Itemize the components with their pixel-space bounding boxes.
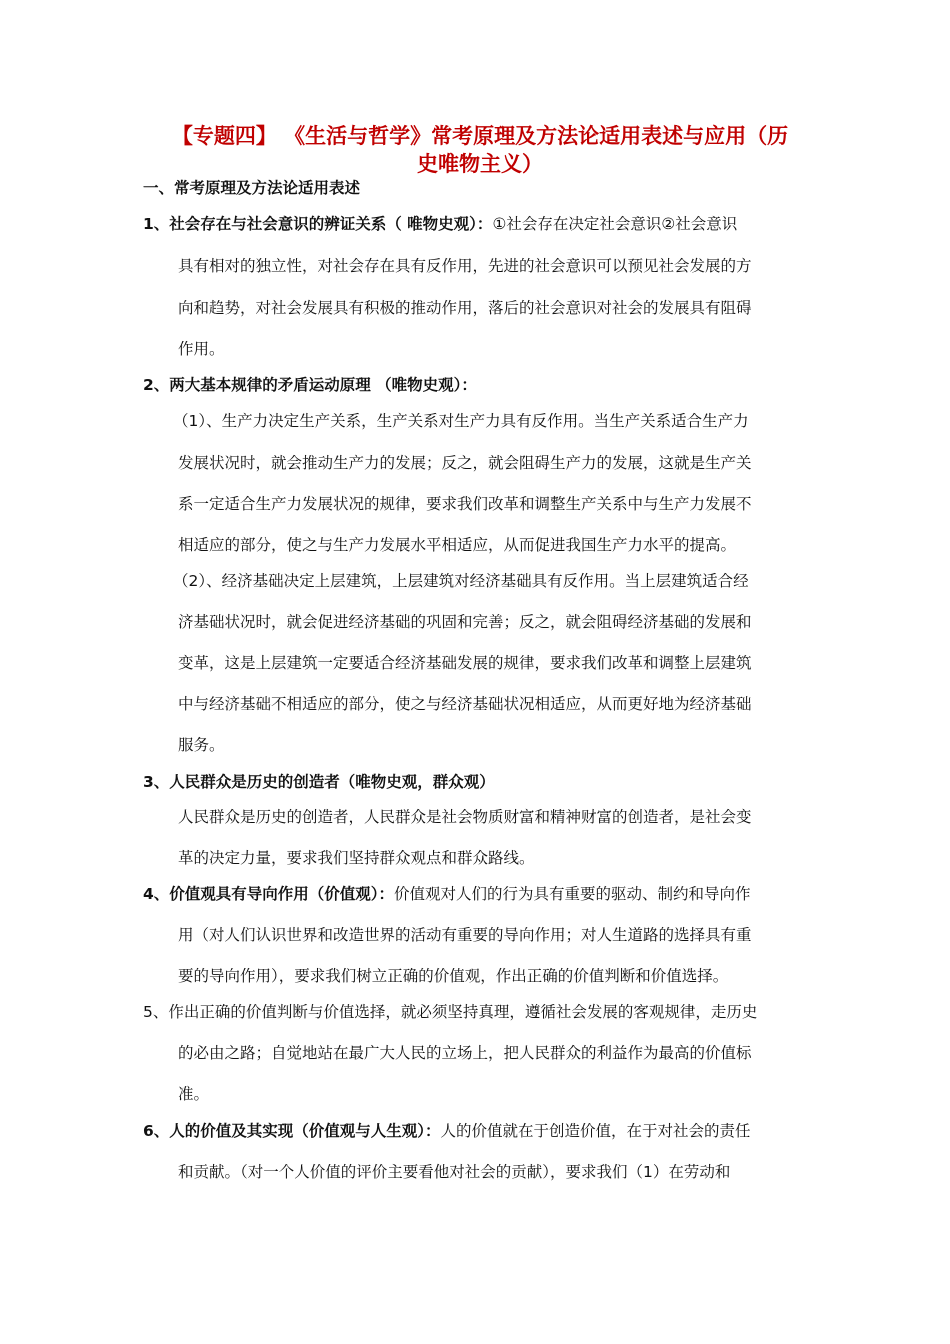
item-5-line-3: 准。 — [178, 1085, 210, 1103]
item-6-heading: 6、人的价值及其实现（价值观与人生观）： — [143, 1122, 441, 1140]
item-2-para-1-line-2: 发展状况时，就会推动生产力的发展；反之，就会阻碍生产力的发展，这就是生产关 — [178, 454, 752, 472]
item-2-heading: 2、两大基本规律的矛盾运动原理 （唯物史观）： — [143, 376, 477, 394]
title-line-2: 史唯物主义） — [417, 152, 543, 176]
item-1-text: ①社会存在决定社会意识②社会意识 — [492, 215, 738, 233]
item-2-para-1-line-1: （1）、生产力决定生产关系，生产关系对生产力具有反作用。当生产关系适合生产力 — [173, 412, 749, 430]
document-title — [140, 122, 820, 178]
item-5-line-1: 5、作出正确的价值判断与价值选择，就必须坚持真理，遵循社会发展的客观规律，走历史 — [143, 1003, 758, 1021]
item-1-line-1 — [143, 212, 737, 234]
item-2-para-1-line-3: 系一定适合生产力发展状况的规律，要求我们改革和调整生产关系中与生产力发展不 — [178, 495, 752, 513]
item-4-line-2: 用（对人们认识世界和改造世界的活动有重要的导向作用；对人生道路的选择具有重 — [178, 926, 752, 944]
item-3-line-2: 革的决定力量，要求我们坚持群众观点和群众路线。 — [178, 849, 535, 867]
item-3-heading: 3、人民群众是历史的创造者（唯物史观，群众观） — [143, 773, 495, 791]
item-2-para-2-line-5: 服务。 — [178, 736, 225, 754]
item-1-heading: 1、社会存在与社会意识的辨证关系（ 唯物史观）： — [143, 215, 493, 233]
item-3-line-1: 人民群众是历史的创造者，人民群众是社会物质财富和精神财富的创造者，是社会变 — [178, 808, 752, 826]
item-6-line-1 — [143, 1119, 751, 1141]
item-2-para-2-line-1: （2）、经济基础决定上层建筑，上层建筑对经济基础具有反作用。当上层建筑适合经 — [173, 572, 749, 590]
item-2-para-2-line-3: 变革，这是上层建筑一定要适合经济基础发展的规律，要求我们改革和调整上层建筑 — [178, 654, 752, 672]
item-2-para-2-line-2: 济基础状况时，就会促进经济基础的巩固和完善；反之，就会阻碍经济基础的发展和 — [178, 613, 752, 631]
item-2-para-1-line-4: 相适应的部分，使之与生产力发展水平相适应，从而促进我国生产力水平的提高。 — [178, 536, 737, 554]
section-heading: 一、常考原理及方法论适用表述 — [143, 179, 361, 197]
item-6-text: 人的价值就在于创造价值，在于对社会的责任 — [440, 1122, 751, 1140]
item-4-line-3: 要的导向作用），要求我们树立正确的价值观，作出正确的价值判断和价值选择。 — [178, 967, 729, 985]
item-6-line-2: 和贡献。（对一个人价值的评价主要看他对社会的贡献），要求我们（1）在劳动和 — [178, 1163, 731, 1181]
item-2-para-2-line-4: 中与经济基础不相适应的部分，使之与经济基础状况相适应，从而更好地为经济基础 — [178, 695, 752, 713]
item-4-text: 价值观对人们的行为具有重要的驱动、制约和导向作 — [394, 885, 751, 903]
item-1-line-3: 向和趋势，对社会发展具有积极的推动作用，落后的社会意识对社会的发展具有阻碍 — [178, 299, 752, 317]
item-4-heading: 4、价值观具有导向作用（价值观）： — [143, 885, 395, 903]
title-line-1: 【专题四】 《生活与哲学》常考原理及方法论适用表述与应用（历 — [171, 124, 789, 148]
item-1-line-2: 具有相对的独立性，对社会存在具有反作用，先进的社会意识可以预见社会发展的方 — [178, 257, 752, 275]
item-4-line-1 — [143, 882, 751, 904]
item-5-line-2: 的必由之路；自觉地站在最广大人民的立场上，把人民群众的利益作为最高的价值标 — [178, 1044, 752, 1062]
item-1-line-4: 作用。 — [178, 340, 225, 358]
